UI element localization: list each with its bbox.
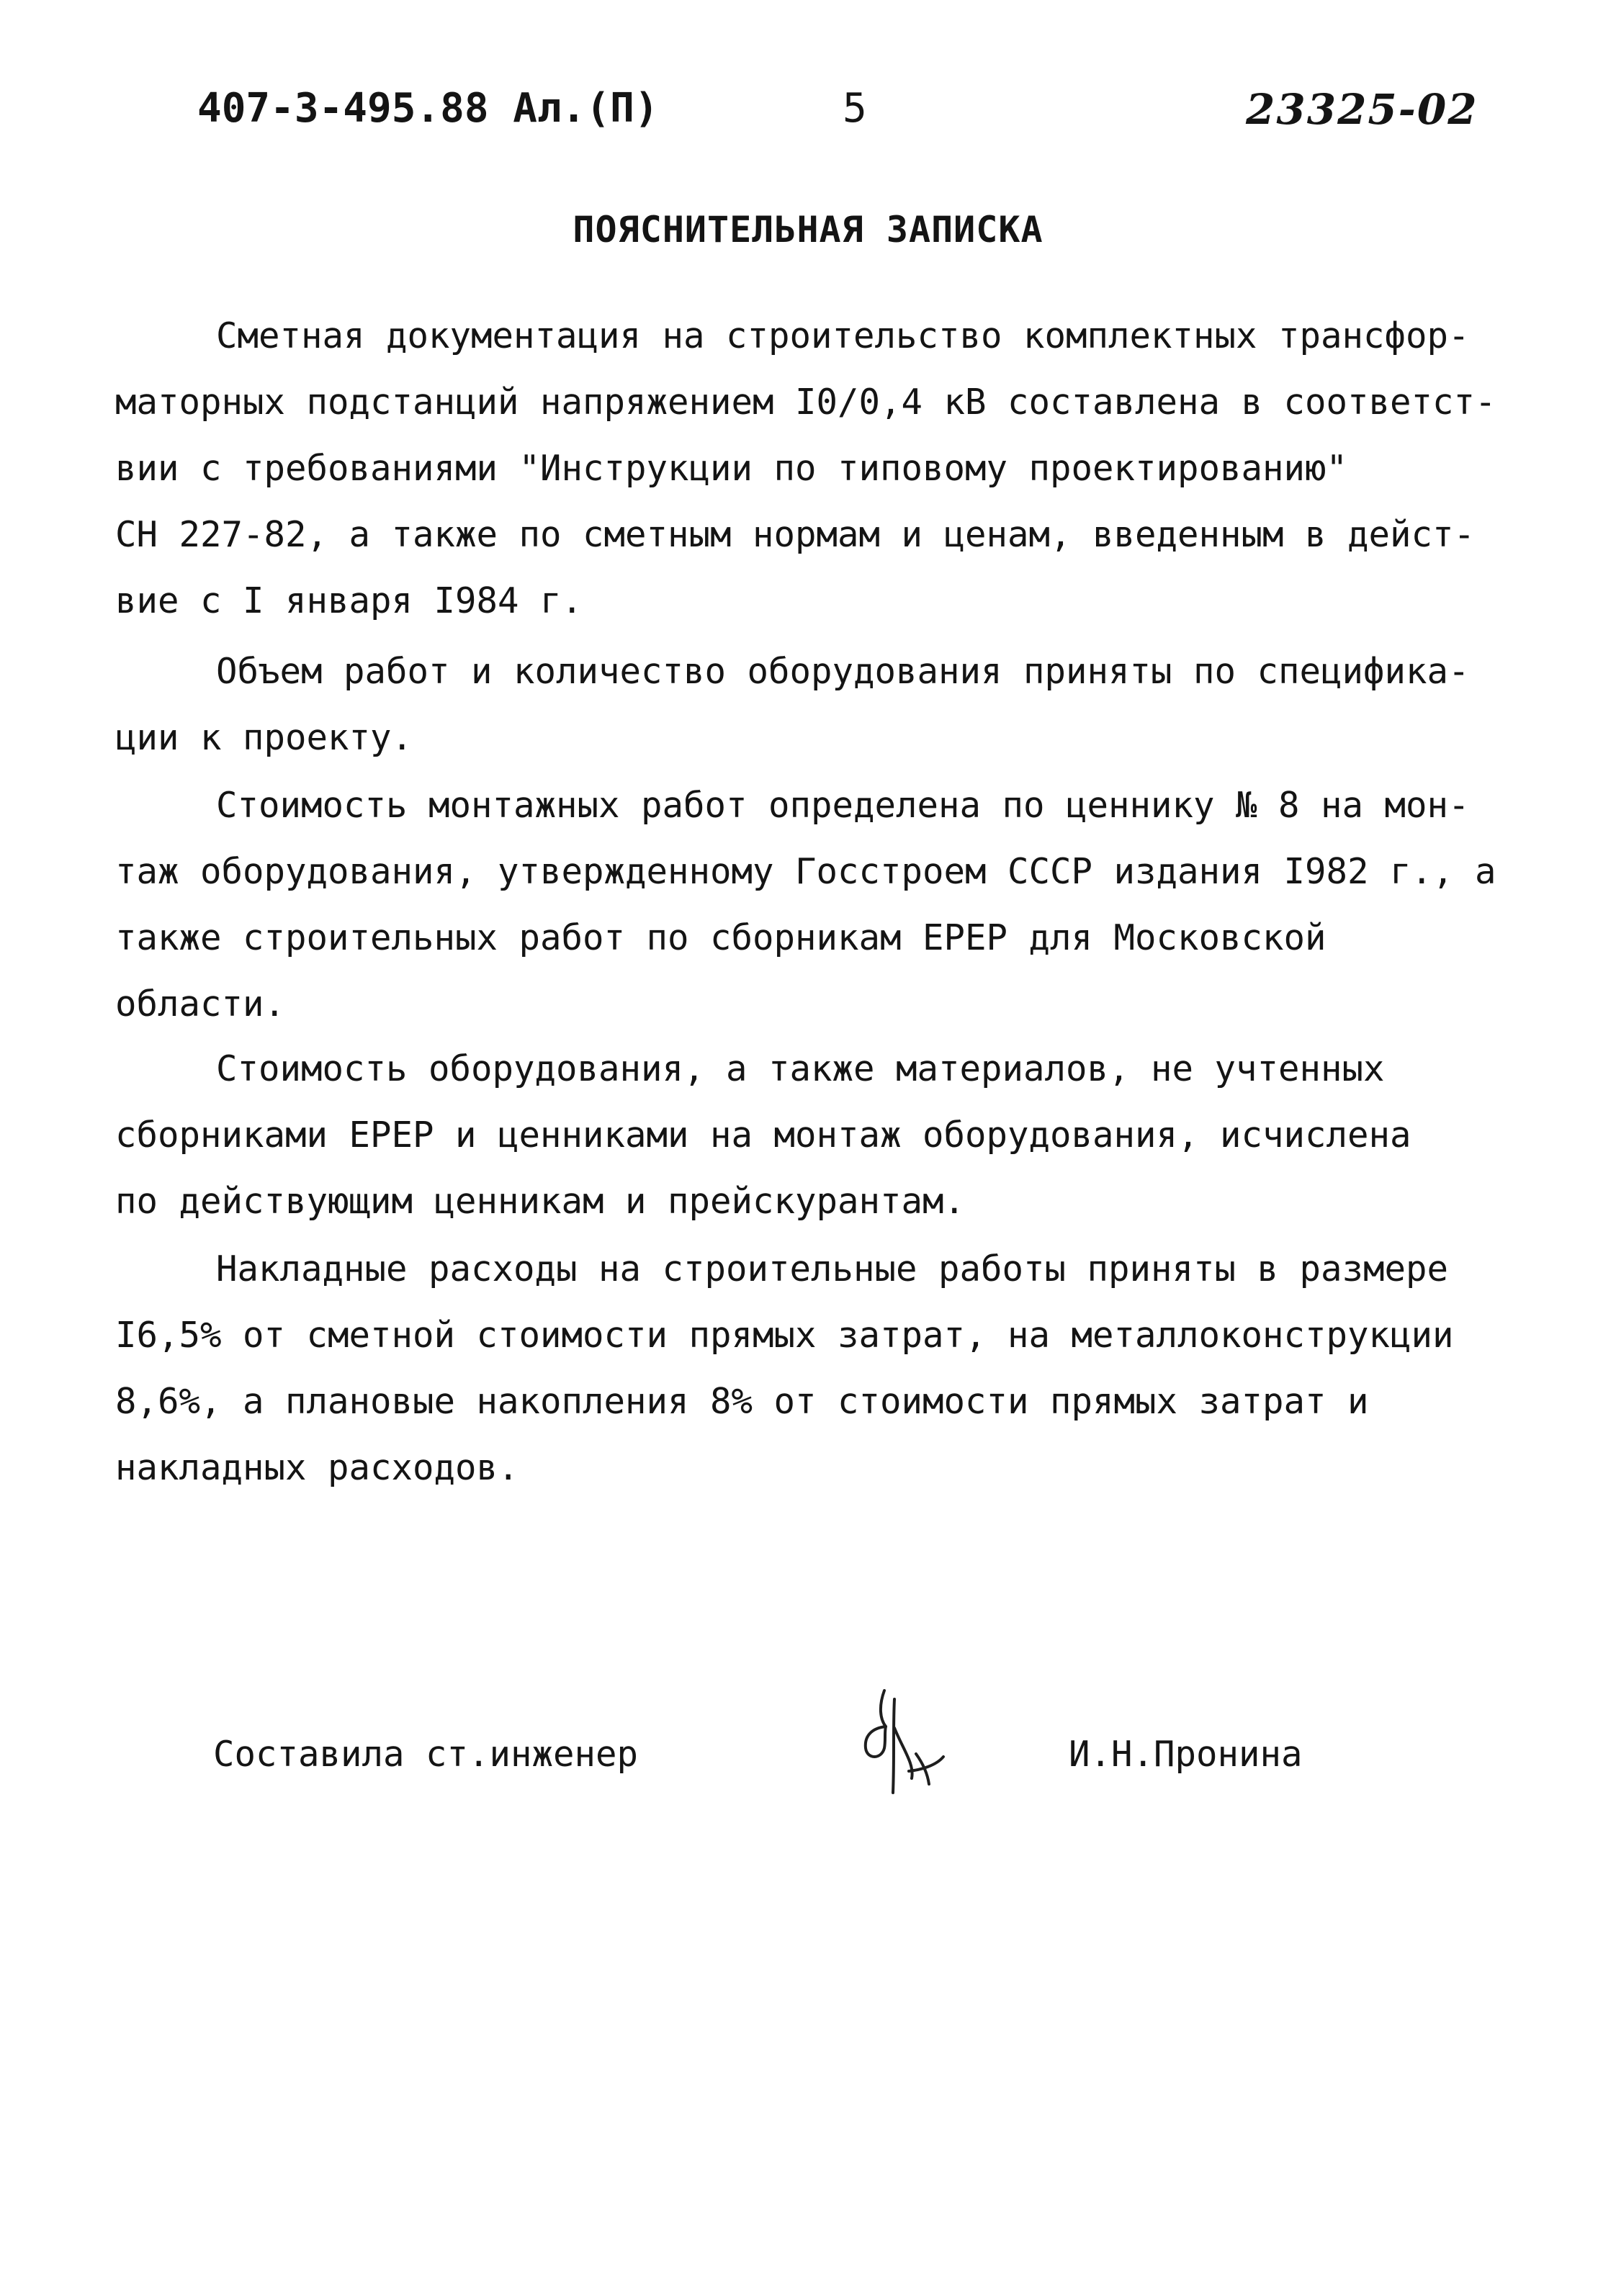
signatory-name: И.Н.Пронина bbox=[1069, 1734, 1303, 1775]
body-line: по действующим ценникам и прейскурантам. bbox=[115, 1181, 966, 1222]
body-line: Стоимость монтажных работ определена по ценнику № 8 на мон- bbox=[216, 785, 1470, 826]
body-line: вии с требованиями "Инструкции по типовому проектированию" bbox=[115, 448, 1348, 489]
body-line: 8,6%, а плановые накопления 8% от стоимости прямых затрат и bbox=[115, 1381, 1369, 1422]
body-line: Объем работ и количество оборудования приняты по специфика- bbox=[216, 651, 1470, 692]
body-line: маторных подстанций напряжением I0/0,4 кВ составлена в соответст- bbox=[115, 382, 1496, 423]
body-line: вие с I января I984 г. bbox=[115, 580, 583, 621]
page-title: ПОЯСНИТЕЛЬНАЯ ЗАПИСКА bbox=[573, 209, 1043, 251]
body-line: таж оборудования, утвержденному Госстроем СССР издания I982 г., а bbox=[115, 851, 1496, 892]
body-line: накладных расходов. bbox=[115, 1447, 519, 1488]
body-line: I6,5% от сметной стоимости прямых затрат, на металлоконструкции bbox=[115, 1315, 1454, 1356]
handwritten-signature bbox=[828, 1685, 958, 1829]
document-code: 407-3-495.88 Ал.(П) bbox=[197, 85, 659, 132]
body-line: также строительных работ по сборникам ЕРЕР для Московской bbox=[115, 917, 1327, 958]
body-line: сборниками ЕРЕР и ценниками на монтаж оборудования, исчислена bbox=[115, 1115, 1411, 1156]
body-line: СН 227-82, а также по сметным нормам и ценам, введенным в дейст- bbox=[115, 514, 1476, 555]
body-line: Стоимость оборудования, а также материалов, не учтенных bbox=[216, 1048, 1385, 1089]
body-line: Накладные расходы на строительные работы приняты в размере bbox=[216, 1248, 1449, 1289]
body-line: ции к проекту. bbox=[115, 717, 413, 758]
page-number: 5 bbox=[843, 85, 867, 132]
registration-number: 23325-02 bbox=[1246, 85, 1478, 134]
body-line: Сметная документация на строительство комплектных трансфор- bbox=[216, 315, 1470, 356]
body-line: области. bbox=[115, 983, 286, 1025]
signature-label: Составила ст.инженер bbox=[213, 1734, 639, 1775]
